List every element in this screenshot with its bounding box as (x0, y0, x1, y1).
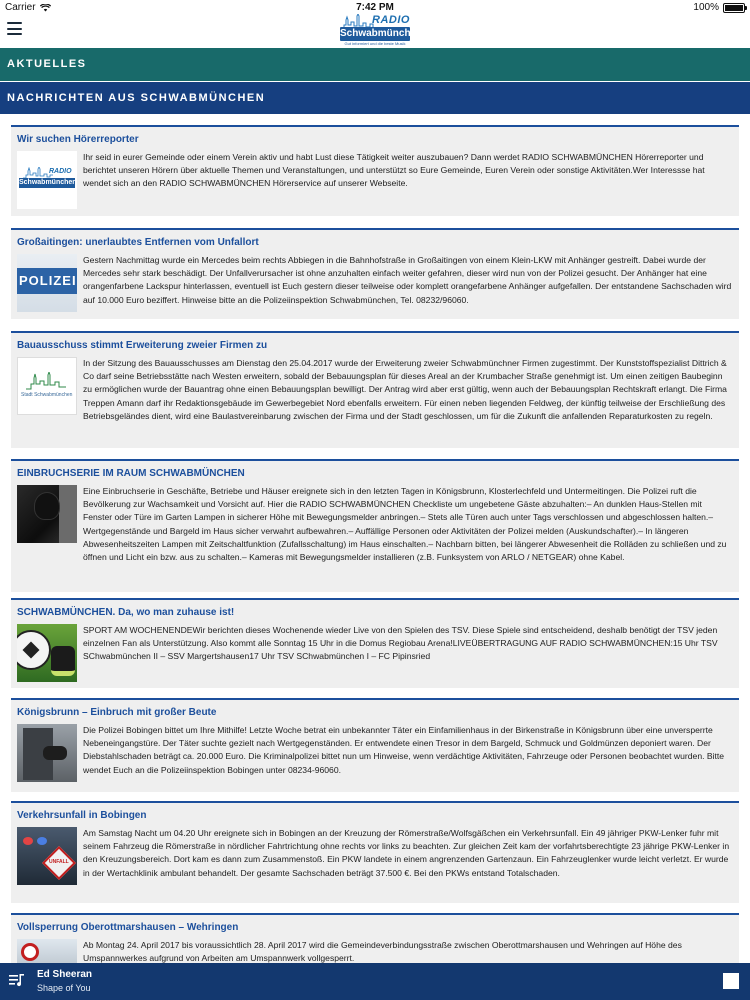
carrier-label: Carrier (5, 2, 36, 13)
news-article[interactable] (11, 801, 739, 903)
article-text: SPORT AM WOCHENENDEWir berichten dieses Wochenende wieder Live von den Spielen des TSV. Diese Spiele sind entscheidend, deshalb benötigt der TSV jeden einzelnen Fan als Unterstützung. Also kommt alle Sonntag 15 Uhr in die Domus Regiobau Arena!LIVEÜBERTRAGUNG AUF RADIO SCHWABMÜNCHEN:15 Uhr TSV SChwabmünchen II – SSV Margertshausen17 Uhr TSV SChwabmünchen I – FC Pipinsried (83, 625, 718, 662)
news-article[interactable] (11, 913, 739, 963)
logo-radio-text: RADIO (372, 14, 410, 26)
article-text: In der Sitzung des Bauausschusses am Dienstag den 25.04.2017 wurde der Erweiterung zweier Schwabmünchner Firmen zugestimmt. Der Kunststoffspezialist Dittrich & Co darf seine Betriebsstätte nach Westen erweitern, sobald der Bebauungsplan für dieses Areal an der Krumbacher Straße genehmigt ist. Um einen zeitigen Baubeginn zu ermöglichen wurde der Bauantrag ohne einen Bebauungsplan bewilligt. Der Antrag wird aber erst gültig, wenn auch der Bebauungsplan Rechtskraft erlangt. Die Firma Treppen Amann darf ihr Redaktionsgebäude im Gewerbegebiet Nord ebenfalls erweitern. Für einen neben liegenden Feldweg, der künftig teilweise der Erschließung des Betriebsgeländes dient, wird eine Baulastvereinbarung zwischen der Firma und der Stadt geschlossen, um für die Zukunft die anfallenden Reparaturkosten zu regeln. (83, 358, 727, 421)
news-article[interactable] (11, 459, 739, 592)
article-title[interactable]: EINBRUCHSERIE IM RAUM SCHWABMÜNCHEN (17, 468, 245, 479)
logo-name-text: Schwabmünchen (340, 28, 423, 39)
road-closure-thumbnail (17, 939, 77, 963)
stadt-skyline-icon (26, 372, 66, 390)
article-title[interactable]: Wir suchen Hörerreporter (17, 134, 139, 145)
soccer-thumbnail (17, 624, 77, 682)
news-article[interactable] (11, 598, 739, 688)
article-text: Eine Einbruchserie in Geschäfte, Betriebe und Häuser ereignete sich in den letzten Tagen in Königsbrunn, Klosterlechfeld und Untermeitingen. Die Polizei ruft die Bevölkerung zur Wachsamkeit und Vorsicht auf. Hier die RADIO SCHWABMÜNCHEN Checkliste um ungebetene Gäste abzuhalten:– An dunklen Haus-Stellen mit Fenster oder Türe im Garten Lampen in sicherer Höhe mit Bewegungsmelder anbringen.– Stets alle Türen auch unter Tags verschlossen und abgeschlossen halten.– Wertgegenstände und Bargeld im Haus sicher verwahrt aufbewahren.– Auffällige Personen oder Aktivitäten der Polizei melden (Auskundschafter).– In längeren Abwesenheitszeiten Lampen mit Zeitschaltfunktion (Zufallsschaltung) im Haus einschalten.– Nachbarn bitten, bei längerer Abwesenheit die Rolläden zu schließen und zu öffnen und Licht ein bzw. aus zu schalten.– Kameras mit Bewegungsmelder installieren (z.B. Funksystem von ARLO / NETGEAR) ohne Kabel. (83, 486, 727, 563)
article-title[interactable]: Großaitingen: unerlaubtes Entfernen vom Unfallort (17, 237, 259, 248)
battery-percent: 100% (693, 2, 719, 13)
news-article[interactable] (11, 228, 739, 319)
status-time: 7:42 PM (356, 2, 394, 13)
app-header (0, 14, 750, 48)
article-text: Gestern Nachmittag wurde ein Mercedes beim rechts Abbiegen in die Bahnhofstraße in Großaitingen von einem Klein-LKW mit Anhänger gestreift. Dabei wurde der Mercedes sehr stark beschädigt. Der Unfallverursacher ist ohne anzuhalten einfach weiter gefahren, dieser wird nun von der Polizei gesucht. Der Anhänger hat eine orangenfarbene Lackspur hinterlassen, eventuell ist Euch gestern dieser teilweise oder komplett orangefarbene Anhänger aufgefallen. Der entstandene Sachschaden wird auf 10.000 Euro beziffert. Hinweise bitte an die Polizeiinspektion Schwabmünchen, Tel. 08232/96060. (83, 255, 732, 305)
article-text: Ab Montag 24. April 2017 bis voraussichtlich 28. April 2017 wird die Gemeindeverbindungsstraße zwischen Oberottmarshausen und Wehringen auf Höhe des Umspannwerkes aufgrund von Arbeiten am Umspannwerk vollgesperrt. (83, 940, 682, 963)
radio-logo-thumbnail (17, 151, 77, 209)
status-right (693, 2, 745, 13)
thumb-radio-text: RADIO (49, 168, 72, 175)
article-text: Ihr seid in eurer Gemeinde oder einem Verein aktiv und habt Lust diese Tätigkeit weiter auszubauen? Dann werdet RADIO SCHWABMÜNCHEN Hörerreporter und berichtet unseren Hörern über aktuelle Themen und Veranstaltungen, und unterstützt so Eure Gemeinde, Euren Verein oder sonstige Aktivitäten.Wer Interessse hat wendet sich an den RADIO SCHWABMÜNCHEN Hörerservice auf unserer Webseite. (83, 152, 705, 189)
player-bar[interactable] (0, 963, 750, 1000)
article-text: Am Samstag Nacht um 04.20 Uhr ereignete sich in Bobingen an der Kreuzung der Römerstraße/Wolfsgäßchen ein Verkehrsunfall. Ein 49 jähriger PKW-Lenker fuhr mit seinem Fahrzeug die Römerstraße in nördlicher Fahrtrichtung ohne rechts vor links zu beachten. Zur gleichen Zeit kam der vorfahrtsberechtigte 23 jährige PKW-Lenker in den Kreuzungsbereich. Dort kam es dann zum Zusammenstoß. Ein PKW landete in einem angrenzenden Gartenzaun. Ein Fahrzeuglenker wurde leicht verletzt. Er wurde in der Wertachklinik ambulant behandelt. Der gesamte Sachschaden beträgt 37.500 €. Bei den PKWs entstand Totalschaden. (83, 828, 730, 878)
playlist-icon[interactable] (9, 973, 25, 989)
logo-tagline: Gut informiert und die beste Musik (344, 41, 406, 46)
thumb-stadt-label: Stadt Schwabmünchen (21, 392, 73, 398)
article-title[interactable]: Verkehrsunfall in Bobingen (17, 810, 147, 821)
radio-logo (338, 14, 423, 47)
article-title[interactable]: Vollsperrung Oberottmarshausen – Wehringen (17, 922, 239, 933)
player-track: Shape of You (37, 983, 91, 993)
burglar-thumbnail (17, 485, 77, 543)
stadt-logo-thumbnail (17, 357, 77, 415)
thumb-unfall-word: UNFALL (49, 859, 69, 865)
article-text: Die Polizei Bobingen bittet um Ihre Mithilfe! Letzte Woche betrat ein unbekannter Täter ein Einfamilienhaus in der Birkenstraße in Königsbrunn über eine unversperrte Nebeneingangstüre. Der Täter suchte gezielt nach Wertgegenständen. Er entwendete einen Tresor in dem Bargeld, Schmuck und Goldmünzen deponiert waren. Der Diebstahlschaden beträgt ca. 20.000 Euro. Die Kriminalpolizei bittet nun um Hinweise, wenn verdächtige Aktivitäten, Fahrzeuge oder Personen beobachtet wurden. Bitte wendet Euch an die Polizeiinspektion Bobingen unter 08234-96060. (83, 725, 725, 775)
article-title[interactable]: Königsbrunn – Einbruch mit großer Beute (17, 707, 217, 718)
article-title[interactable]: Bauausschuss stimmt Erweiterung zweier Firmen zu (17, 340, 268, 351)
article-title[interactable]: SCHWABMÜNCHEN. Da, wo man zuhause ist! (17, 607, 235, 618)
crowbar-thumbnail (17, 724, 77, 782)
news-list[interactable] (11, 125, 739, 963)
battery-icon (723, 3, 745, 13)
news-article[interactable] (11, 331, 739, 448)
menu-icon[interactable] (7, 22, 22, 35)
section-aktuelles[interactable]: AKTUELLES (0, 48, 750, 81)
news-article[interactable] (11, 698, 739, 792)
stop-button[interactable] (723, 973, 739, 989)
polizei-thumbnail (17, 254, 77, 312)
news-article[interactable] (11, 125, 739, 216)
crash-thumbnail (17, 827, 77, 885)
section-nachrichten: NACHRICHTEN AUS SCHWABMÜNCHEN (0, 82, 750, 114)
thumb-polizei-word: POLIZEI (19, 273, 77, 288)
player-artist: Ed Sheeran (37, 969, 93, 980)
thumb-logo-name: Schwabmünchen (19, 179, 77, 186)
